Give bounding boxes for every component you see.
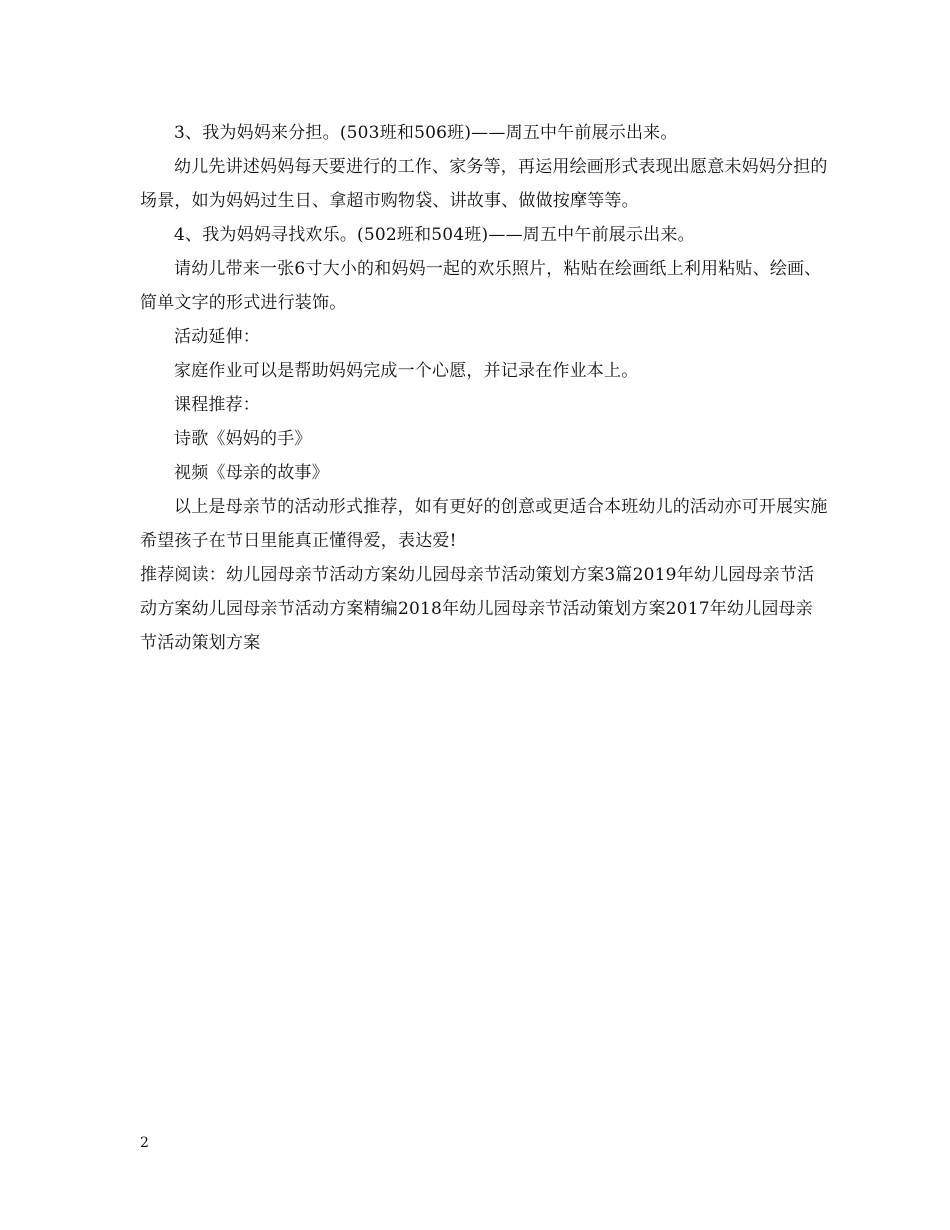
- course-recommendation-video: 视频《母亲的故事》: [174, 463, 329, 483]
- recommended-reading: 推荐阅读：幼儿园母亲节活动方案幼儿园母亲节活动策划方案3篇2019年幼儿园母亲节活动方案幼儿园母亲节活动方案精编2018年幼儿园母亲节活动策划方案2017年幼儿园母亲节活动策划方案: [140, 565, 815, 653]
- paragraph-item-3-description: 幼儿先讲述妈妈每天要进行的工作、家务等，再运用绘画形式表现出愿意未妈妈分担的场景，如为妈妈过生日、拿超市购物袋、讲故事、做做按摩等等。: [140, 157, 828, 211]
- document-body: [140, 116, 830, 660]
- closing-paragraph: 以上是母亲节的活动形式推荐，如有更好的创意或更适合本班幼儿的活动亦可开展实施希望孩子在节日里能真正懂得爱，表达爱!: [140, 497, 828, 551]
- course-recommendation-poem: 诗歌《妈妈的手》: [174, 429, 312, 449]
- paragraph-item-4-heading: 4、我为妈妈寻找欢乐。(502班和504班)——周五中午前展示出来。: [174, 225, 695, 245]
- course-recommendation-heading: 课程推荐：: [174, 395, 260, 415]
- page-number: 2: [140, 1135, 149, 1151]
- paragraph-item-3-heading: 3、我为妈妈来分担。(503班和506班)——周五中午前展示出来。: [174, 123, 678, 143]
- paragraph-item-4-description: 请幼儿带来一张6寸大小的和妈妈一起的欢乐照片，粘贴在绘画纸上利用粘贴、绘画、简单文字的形式进行装饰。: [140, 259, 822, 313]
- activity-extension-text: 家庭作业可以是帮助妈妈完成一个心愿，并记录在作业本上。: [174, 361, 639, 381]
- activity-extension-heading: 活动延伸：: [174, 327, 260, 347]
